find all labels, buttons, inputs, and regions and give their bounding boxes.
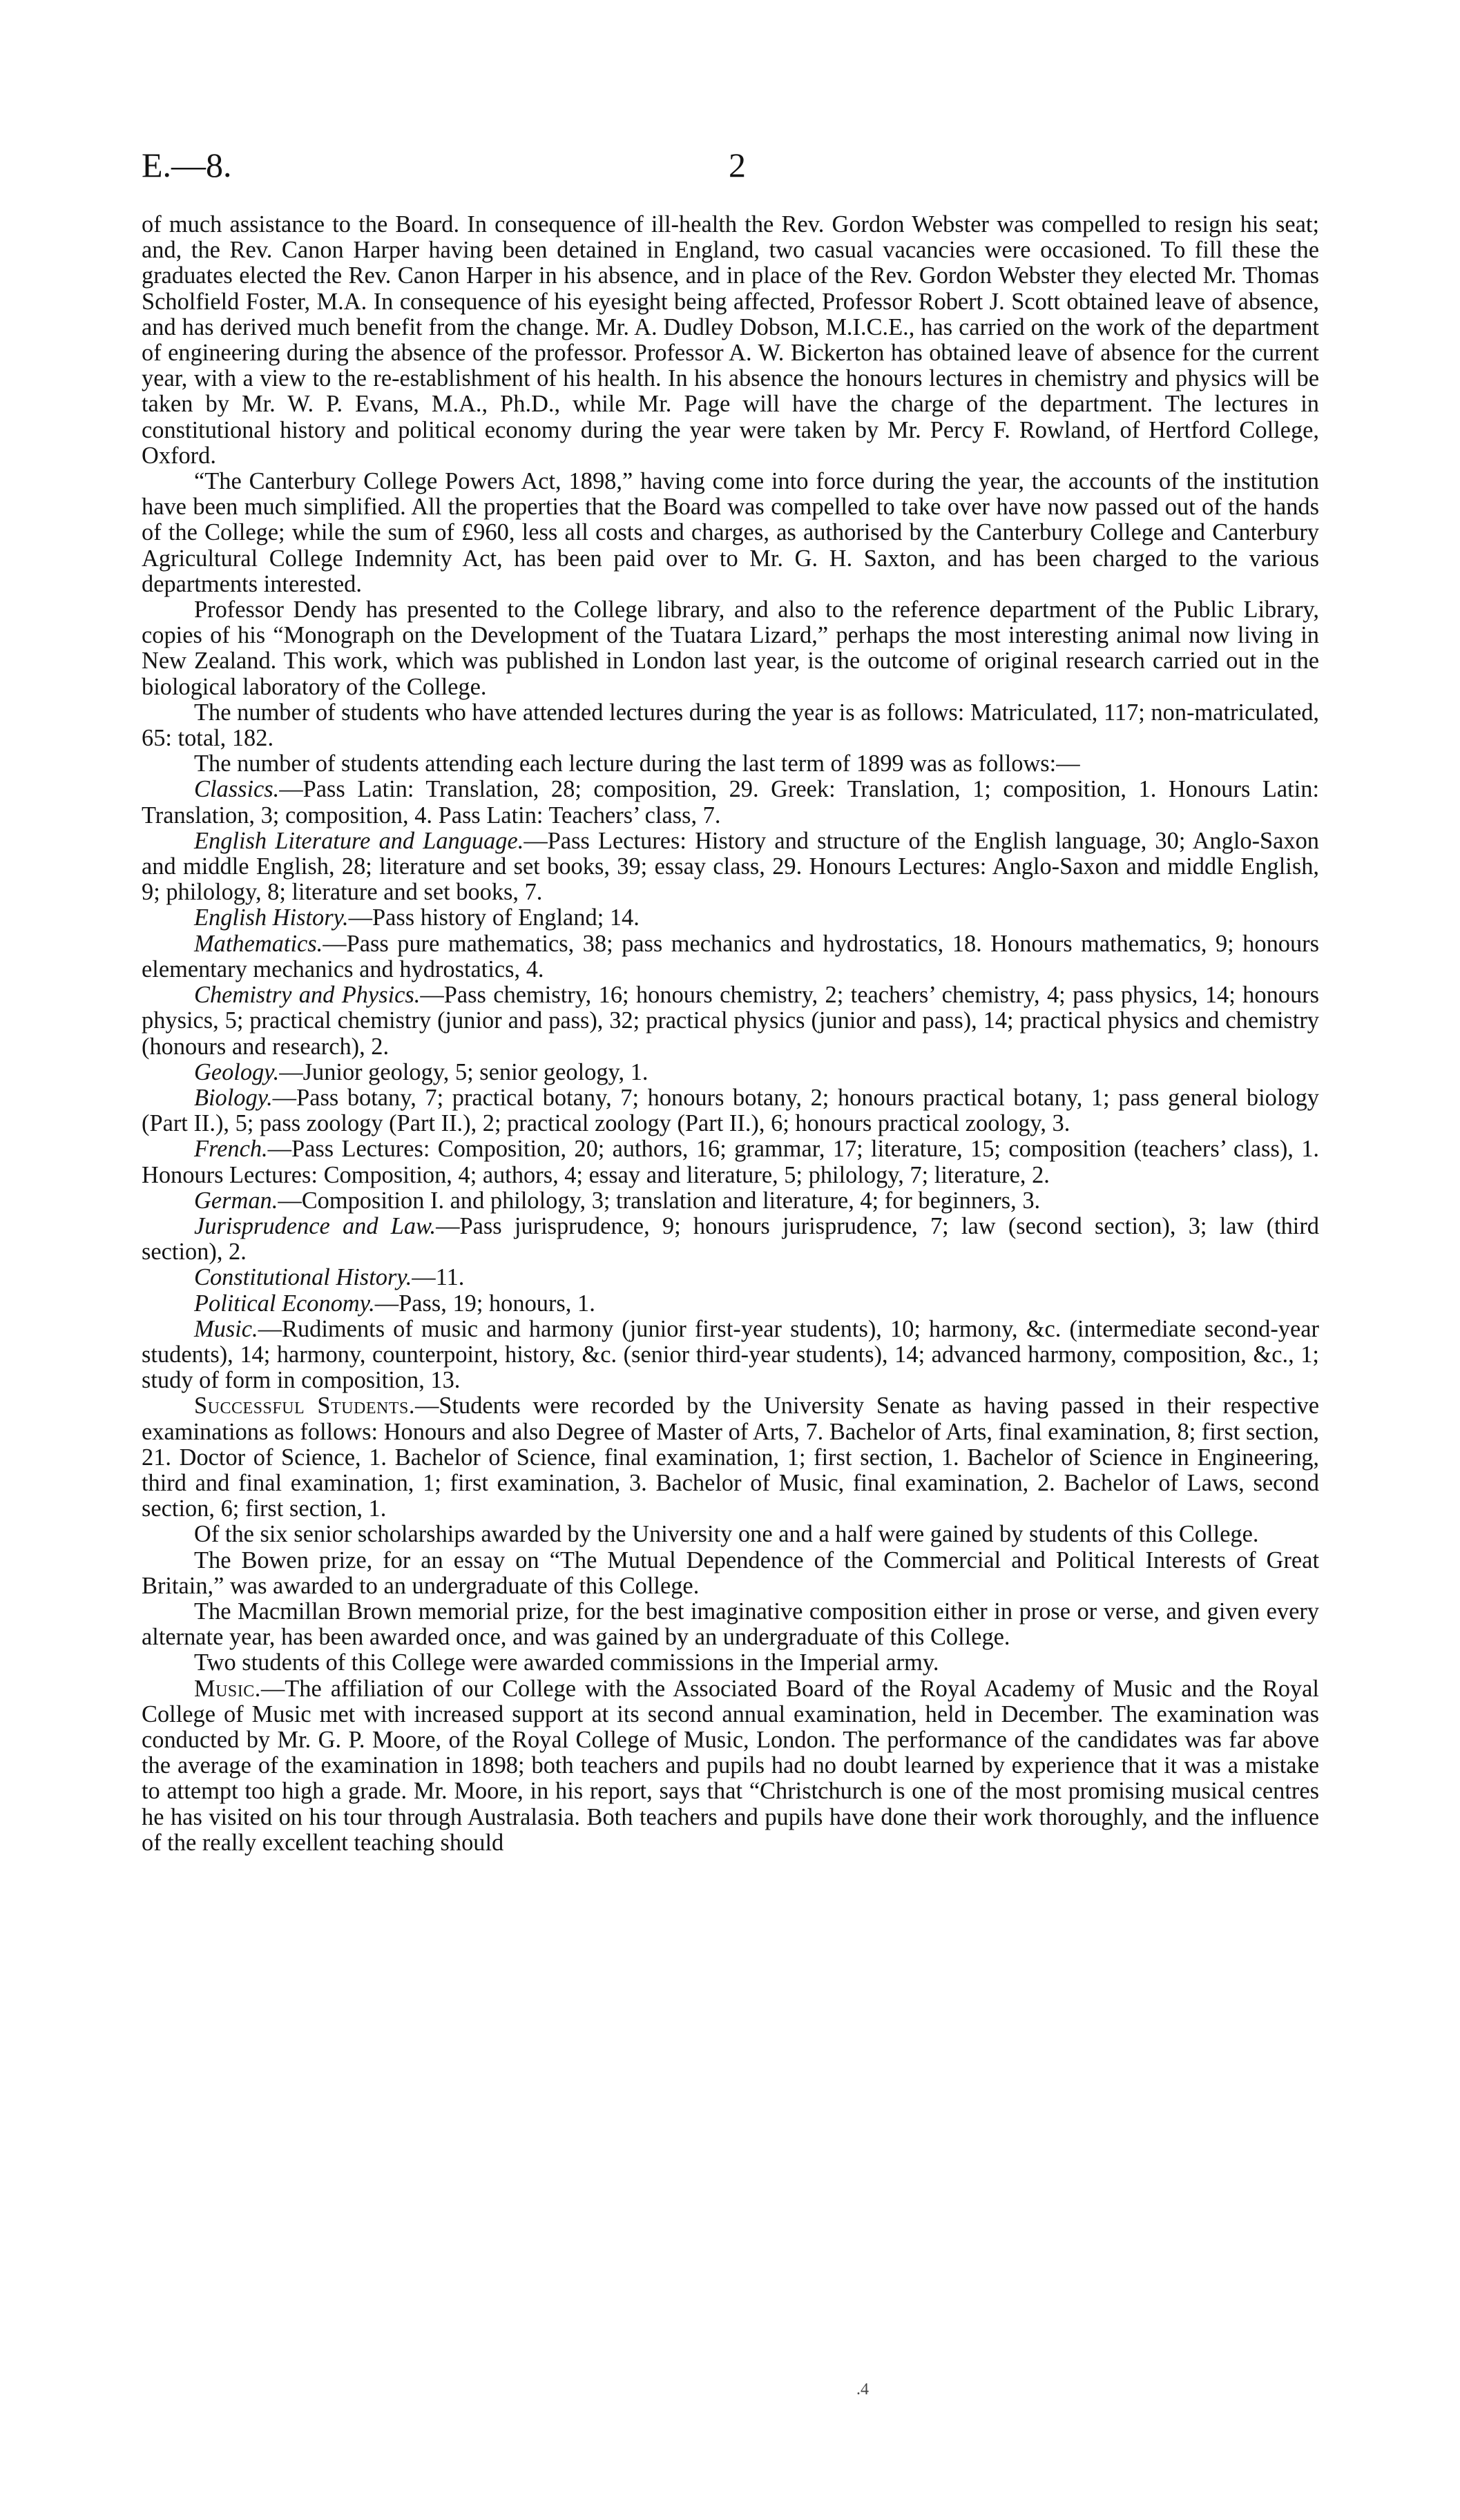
paragraph-biology: Biology.—Pass botany, 7; practical botany, 7; honours botany, 2; honours practical botany, 1; pass general biology (Part II.), 5; pass zoology (Part II.), 2; practical zoology (Part II.), 6; honours practical zoology, 3.	[142, 1084, 1319, 1137]
paragraph: Two students of this College were awarded commissions in the Imperial army.	[194, 1649, 939, 1676]
paragraph-chemistry-physics: Chemistry and Physics.—Pass chemistry, 16; honours chemistry, 2; teachers’ chemistry, 4; pass physics, 14; honours physics, 5; practical chemistry (junior and pass), 32; practical physics (junior and pass), 14; practical physics and chemistry (honours and research), 2.	[142, 982, 1319, 1060]
paragraph-classics: Classics.—Pass Latin: Translation, 28; composition, 29. Greek: Translation, 1; composition, 1. Honours Latin: Translation, 3; composition, 4. Pass Latin: Teachers’ class, 7.	[142, 776, 1319, 828]
paragraph-constitutional-history: Constitutional History.—11.	[194, 1264, 465, 1291]
paragraph-successful-students: Successful Students.—Students were recorded by the University Senate as having passed in their respective examinations as follows: Honours and also Degree of Master of Arts, 7. Bachelor of Arts, final examination, 8; first section, 21. Doctor of Science, 1. Bachelor of Science, final examination, 1; first section, 1. Bachelor of Science in Engineering, third and final examination, 1; first examination, 3. Bachelor of Music, final examination, 2. Bachelor of Laws, second section, 6; first section, 1.	[142, 1393, 1319, 1522]
paragraph-english-history: English History.—Pass history of England; 14.	[194, 904, 640, 931]
paragraph: The number of students who have attended lectures during the year is as follows: Matriculated, 117; non-matriculated, 65: total, 182.	[142, 699, 1319, 752]
paragraph: The number of students attending each lecture during the last term of 1899 was as follows:—	[194, 750, 1080, 777]
paragraph-french: French.—Pass Lectures: Composition, 20; authors, 16; grammar, 17; literature, 15; composition (teachers’ class), 1. Honours Lectures: Composition, 4; authors, 4; essay and literature, 5; philology, 7; literature, 2.	[142, 1136, 1319, 1188]
paragraph-jurisprudence: Jurisprudence and Law.—Pass jurisprudence, 9; honours jurisprudence, 7; law (second section), 3; law (third section), 2.	[142, 1212, 1319, 1266]
paragraph: Professor Dendy has presented to the College library, and also to the reference department of the Public Library, copies of his “Monograph on the Development of the Tuatara Lizard,” perhaps the most interesting animal now living in New Zealand. This work, which was published in London last year, is the outcome of original research carried out in the biological laboratory of the College.	[142, 597, 1319, 700]
paragraph-political-economy: Political Economy.—Pass, 19; honours, 1.	[194, 1290, 595, 1317]
page-header	[142, 145, 1316, 193]
paragraph: The Macmillan Brown memorial prize, for the best imaginative composition either in prose or verse, and given every alternate year, has been awarded once, and was gained by an undergraduate of this College.	[142, 1598, 1319, 1651]
paragraph: of much assistance to the Board. In consequence of ill-health the Rev. Gordon Webster was compelled to resign his seat; and, the Rev. Canon Harper having been detained in England, two casual vacancies were occasioned. To fill these the graduates elected the Rev. Canon Harper in his absence, and in place of the Rev. Gordon Webster they elected Mr. Thomas Scholfield Foster, M.A. In consequence of his eyesight being affected, Professor Robert J. Scott obtained leave of absence, and has derived much benefit from the change. Mr. A. Dudley Dobson, M.I.C.E., has carried on the work of the department of engineering during the absence of the professor. Professor A. W. Bickerton has obtained leave of absence for the current year, with a view to the re-establishment of his health. In his absence the honours lectures in chemistry and physics will be taken by Mr. W. P. Evans, M.A., Ph.D., while Mr. Page will have the charge of the department. The lectures in constitutional history and political economy during the year were taken by Mr. Percy F. Rowland, of Hertford College, Oxford.	[142, 211, 1319, 469]
paragraph-mathematics: Mathematics.—Pass pure mathematics, 38; pass mechanics and hydrostatics, 18. Honours mathematics, 9; honours elementary mechanics and hydrostatics, 4.	[142, 930, 1319, 982]
paragraph-german: German.—Composition I. and philology, 3; translation and literature, 4; for beginners, 3.	[194, 1187, 1041, 1214]
page-number: 2	[729, 146, 746, 184]
paragraph-geology: Geology.—Junior geology, 5; senior geology, 1.	[194, 1058, 649, 1085]
paragraph-music-lectures: Music.—Rudiments of music and harmony (junior first-year students), 10; harmony, &c. (intermediate second-year students), 14; harmony, counterpoint, history, &c. (senior third-year students), 14; advanced harmony, composition, &c., 1; study of form in composition, 13.	[142, 1315, 1319, 1394]
document-reference: E.—8.	[142, 146, 232, 184]
document-body	[142, 212, 1319, 1856]
printer-mark: .4	[856, 2381, 869, 2398]
paragraph-music-affiliation: Music.—The affiliation of our College with the Associated Board of the Royal Academy of Music and the Royal College of Music met with increased support at its second annual examination, held in December. The examination was conducted by Mr. G. P. Moore, of the Royal College of Music, London. The performance of the candidates was far above the average of the examination in 1898; both teachers and pupils had no doubt learned by experience that it was a mistake to attempt too high a grade. Mr. Moore, in his report, says that “Christchurch is one of the most promising musical centres he has visited on his tour through Australasia. Both teachers and pupils have done their work thoroughly, and the influence of the really excellent teaching should	[142, 1675, 1319, 1856]
paragraph: The Bowen prize, for an essay on “The Mutual Dependence of the Commercial and Political Interests of Great Britain,” was awarded to an undergraduate of this College.	[142, 1547, 1319, 1599]
paragraph-english-literature: English Literature and Language.—Pass Lectures: History and structure of the English language, 30; Anglo-Saxon and middle English, 28; literature and set books, 39; essay class, 29. Honours Lectures: Anglo-Saxon and middle English, 9; philology, 8; literature and set books, 7.	[142, 827, 1319, 906]
paragraph: Of the six senior scholarships awarded by the University one and a half were gained by students of this College.	[194, 1521, 1259, 1548]
paragraph: “The Canterbury College Powers Act, 1898,” having come into force during the year, the accounts of the institution have been much simplified. All the properties that the Board was compelled to take over have now passed out of the hands of the College; while the sum of £960, less all costs and charges, as authorised by the Canterbury College and Canterbury Agricultural College Indemnity Act, has been paid over to Mr. G. H. Saxton, and has been charged to the various departments interested.	[142, 468, 1319, 597]
